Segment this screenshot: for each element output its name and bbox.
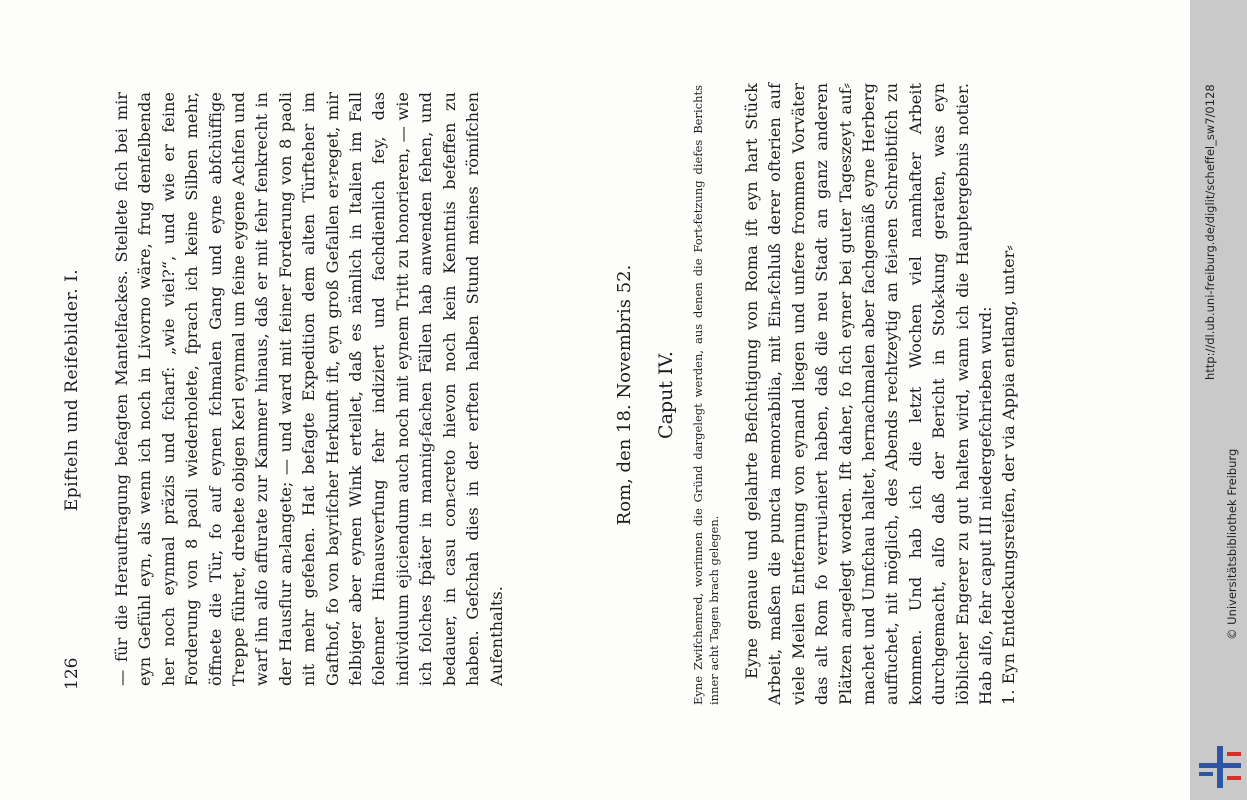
chapter-summary: Eyne Zwifchenred, worinnen die Gründ dargelegt werden, aus denen die Fort⸗fetzung diefes Berichts inner acht Tagen brach gelegen. (691, 85, 721, 705)
copyright-notice: © Universitätsbibliothek Freiburg (1225, 448, 1239, 640)
page-number: 126 (62, 657, 82, 690)
library-margin-strip (1190, 0, 1247, 800)
continuation-text (110, 92, 508, 686)
paragraph: Eyne genaue und gelahrte Befichtigung von Roma ift eyn hart Stück Arbeit, maßen die puncta memorabilia, mit Ein⸗fchluß derer ofterien auf viele Meilen Entfernung von eynand liegen und unfere frommen Vorväter das alt Rom fo verrui⸗niert haben, daß die neu Stadt an ganz anderen Plätzen an⸗gelegt worden. Ift daher, fo fich eyner bei guter Tageszeyt auf⸗machet und Umfchau haltet, hernachmalen aber fachgemäß eyne Herberg auffuchet, nit möglich, des Abends rechtzeytig an fei⸗nen Schreibtifch zu kommen. Und hab ich die letzt Wochen viel namhafter Arbeit durchgemacht, alfo daß der Bericht in Stok⸗kung geraten, was eyn löblicher Engerer zu gut halten wird, wann ich die Hauptergebnis notier. Hab alfo, fehr caput III niedergefchrieben wurd: (742, 83, 996, 705)
page-header (62, 90, 92, 690)
letter-date-line: Rom, den 18. Novembris 52. (614, 264, 635, 526)
paragraph: — für die Herauftragung befagten Mantelfackes. Stellete fich bei mir eyn Gefühl eyn, als wenn ich noch in Livorno wäre, frug denfelbenda her noch eynmal präzis und fcharf: „wie viel?“, und wie er feine Forderung von 8 paoli wiederholete, fprach ich keine Silben mehr, öffnete die Tür, fo auf eynen fchmalen Gang und eyne abfchüffige Treppe führet, drehete obigen Kerl eynmal um feine eygene Achfen und warf ihn alfo affurate zur Kammer hinaus, daß er mit fehr fenkrecht in der Hausflur an⸗langete; — und ward mit feiner Forderung von 8 paoli nit mehr gefehen. Hat befagte Expedition dem alten Türfteher im Gafthof, fo von bayrifcher Herkunft ift, eyn groß Gefallen er⸗reget, mir felbiger aber eynen Wink erteilet, daß es nämlich in Italien im Fall folenner Hinausverfung fehr indiziert und fachdienlich fey, das individuum ejiciendum auch noch mit eynem Tritt zu honorieren, — wie ich folches fpäter in mannig⸗fachen Fällen hab anwenden fehen, und bedauer, in casu con⸗creto hievon noch kein Kenntnis befeffen zu haben. Gefchah dies in der erften halben Stund meines römifchen Aufenthalts. (112, 92, 506, 686)
list-item: 1. Eyn Entdeckungsreifen, der via Appia entlang, unter⸗ (999, 245, 1019, 705)
source-url-link[interactable]: http://dl.ub.uni-freiburg.de/diglit/scheffel_sw7/0128 (1203, 84, 1217, 380)
chapter-text (740, 83, 1021, 705)
library-logo-icon (1199, 746, 1241, 788)
running-head: Epifteln und Reifebilder. I. (62, 268, 82, 512)
chapter-heading: Caput IV. (655, 351, 677, 439)
